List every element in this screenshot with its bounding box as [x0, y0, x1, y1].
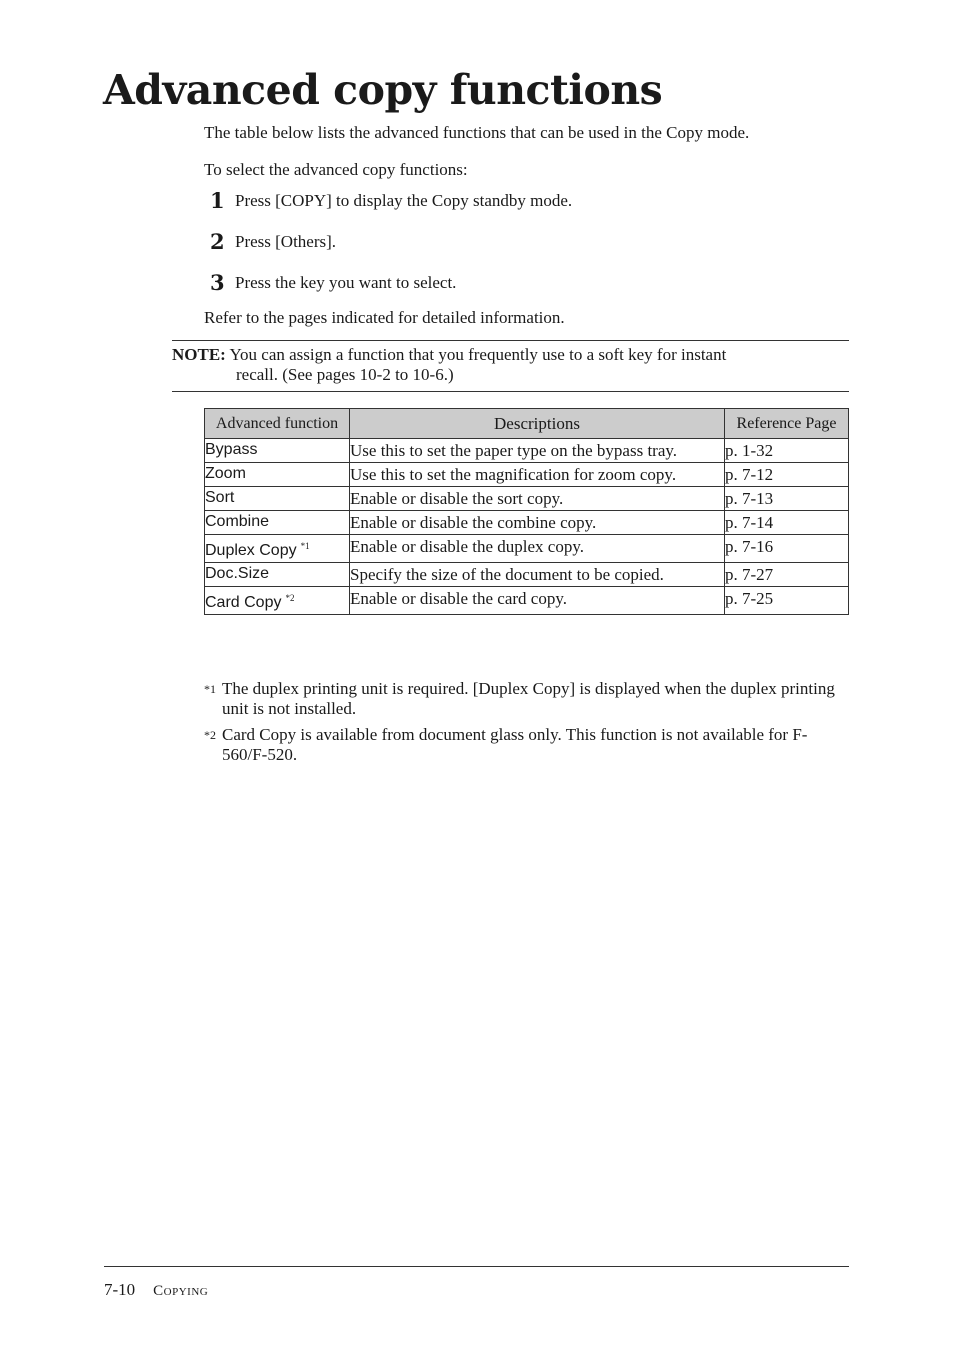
- step-number: 3: [210, 270, 225, 295]
- reference-cell: p. 7-14: [725, 511, 849, 535]
- note-block: [172, 345, 848, 385]
- footnote-text: The duplex printing unit is required. [Duplex Copy] is displayed when the duplex printing unit is not installed.: [222, 679, 835, 718]
- table-row: [205, 487, 849, 511]
- footnote-mark: *1: [204, 682, 216, 696]
- note-text-1: You can assign a function that you frequently use to a soft key for instant: [229, 345, 727, 364]
- section-name: Copying: [153, 1283, 209, 1299]
- step-number: 1: [210, 188, 225, 213]
- function-cell: [205, 535, 350, 563]
- footnote-text: Card Copy is available from document glass only. This function is not available for F-560/F-520.: [222, 725, 808, 764]
- note-bottom-rule: [172, 391, 849, 392]
- footnote-mark: *2: [204, 728, 216, 742]
- description-cell: Enable or disable the duplex copy.: [350, 535, 725, 563]
- reference-cell: p. 7-25: [725, 587, 849, 615]
- reference-cell: p. 7-16: [725, 535, 849, 563]
- table-row: [205, 439, 849, 463]
- reference-cell: p. 7-13: [725, 487, 849, 511]
- description-cell: Enable or disable the combine copy.: [350, 511, 725, 535]
- select-intro-text: To select the advanced copy functions:: [204, 160, 468, 179]
- footnote-1: [204, 679, 849, 719]
- reference-cell: p. 1-32: [725, 439, 849, 463]
- function-cell: [205, 587, 350, 615]
- function-name: Card Copy: [205, 594, 282, 611]
- footnote-2: [204, 725, 849, 765]
- function-name: Duplex Copy: [205, 542, 297, 559]
- description-cell: Use this to set the magnification for zoom copy.: [350, 463, 725, 487]
- description-cell: Enable or disable the sort copy.: [350, 487, 725, 511]
- page-number: 7-10: [104, 1280, 136, 1299]
- table-row: [205, 587, 849, 615]
- step-text: Press [Others].: [235, 232, 337, 251]
- function-name: Doc.Size: [205, 565, 270, 582]
- footnote-mark: *2: [285, 593, 295, 603]
- table-header-row: [205, 409, 849, 439]
- step-text: Press [COPY] to display the Copy standby mode.: [235, 191, 573, 210]
- function-cell: [205, 463, 350, 487]
- column-header-reference: Reference Page: [725, 409, 849, 439]
- page-title: Advanced copy functions: [103, 66, 663, 114]
- page-footer: [104, 1280, 208, 1300]
- function-name: Sort: [205, 489, 235, 506]
- function-name: Combine: [205, 513, 270, 530]
- step-number: 2: [210, 229, 225, 254]
- reference-cell: p. 7-12: [725, 463, 849, 487]
- function-cell: [205, 563, 350, 587]
- description-cell: Enable or disable the card copy.: [350, 587, 725, 615]
- description-cell: Use this to set the paper type on the bypass tray.: [350, 439, 725, 463]
- note-line-1: [172, 345, 848, 365]
- table-row: [205, 511, 849, 535]
- note-text-2: recall. (See pages 10-2 to 10-6.): [236, 365, 454, 384]
- note-label: NOTE:: [172, 345, 226, 364]
- footnote-mark: *1: [300, 541, 310, 551]
- reference-cell: p. 7-27: [725, 563, 849, 587]
- function-cell: [205, 487, 350, 511]
- table-row: [205, 563, 849, 587]
- column-header-descriptions: Descriptions: [350, 409, 725, 439]
- function-name: Zoom: [205, 465, 246, 482]
- function-cell: [205, 439, 350, 463]
- table-row: [205, 535, 849, 563]
- step-text: Press the key you want to select.: [235, 273, 457, 292]
- function-name: Bypass: [205, 441, 258, 458]
- function-cell: [205, 511, 350, 535]
- table-row: [205, 463, 849, 487]
- column-header-function: Advanced function: [205, 409, 350, 439]
- note-top-rule: [172, 340, 849, 341]
- intro-text: The table below lists the advanced functions that can be used in the Copy mode.: [204, 123, 750, 142]
- refer-text: Refer to the pages indicated for detailed information.: [204, 308, 565, 327]
- footer-rule: [104, 1266, 849, 1267]
- advanced-functions-table: [204, 408, 849, 615]
- description-cell: Specify the size of the document to be copied.: [350, 563, 725, 587]
